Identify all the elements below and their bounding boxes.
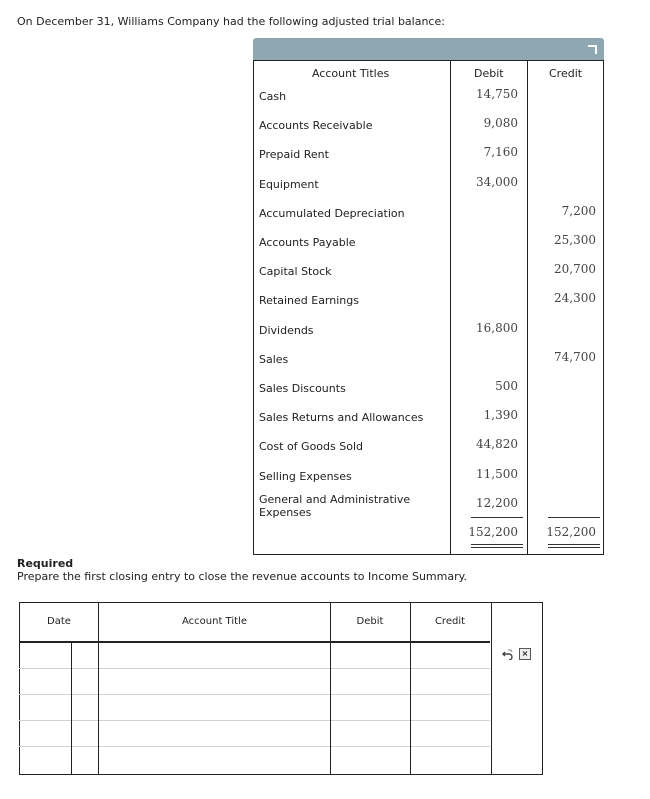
- debit-value: 9,080: [483, 116, 518, 130]
- account-row: Dividends: [259, 324, 314, 337]
- row-divider: [19, 668, 490, 669]
- debit-value: 44,820: [476, 437, 518, 451]
- account-row: Equipment: [259, 178, 319, 191]
- column-divider: [71, 642, 72, 774]
- debit-value: 7,160: [483, 145, 518, 159]
- account-row: Accounts Payable: [259, 236, 356, 249]
- debit-total: 152,200: [468, 525, 518, 539]
- account-row: Sales Discounts: [259, 382, 346, 395]
- required-instructions: Prepare the first closing entry to close the revenue accounts to Income Summary.: [17, 570, 468, 583]
- credit-value: 7,200: [561, 204, 596, 218]
- double-rule: [471, 544, 523, 548]
- undo-icon[interactable]: [502, 648, 514, 660]
- debit-value: 12,200: [476, 496, 518, 510]
- row-divider: [19, 694, 490, 695]
- row-divider: [19, 746, 490, 747]
- account-row: Cost of Goods Sold: [259, 440, 363, 453]
- credit-value: 24,300: [554, 291, 596, 305]
- account-row: Sales: [259, 353, 289, 366]
- account-row: Prepaid Rent: [259, 148, 329, 161]
- column-divider: [527, 61, 528, 554]
- credit-header: Credit: [434, 616, 466, 627]
- journal-action-column: [490, 602, 543, 775]
- trial-balance-header-bar: [253, 38, 604, 60]
- debit-header: Debit: [356, 616, 384, 627]
- column-divider: [450, 61, 451, 554]
- delete-icon[interactable]: ×: [519, 648, 531, 660]
- credit-total: 152,200: [546, 525, 596, 539]
- debit-value: 34,000: [476, 175, 518, 189]
- required-heading: Required: [17, 557, 74, 570]
- account-row: Capital Stock: [259, 265, 332, 278]
- credit-header: Credit: [549, 67, 583, 80]
- column-divider: [98, 602, 99, 774]
- double-rule: [548, 544, 600, 548]
- credit-value: 20,700: [554, 262, 596, 276]
- date-header: Date: [47, 616, 71, 627]
- account-row: Cash: [259, 90, 287, 103]
- account-titles-header: Account Titles: [312, 67, 390, 80]
- header-divider: [19, 642, 490, 643]
- total-rule: [471, 517, 523, 518]
- debit-header: Debit: [474, 67, 504, 80]
- account-row: Retained Earnings: [259, 294, 359, 307]
- row-divider: [19, 720, 490, 721]
- total-rule: [548, 517, 600, 518]
- trial-balance-table: [253, 38, 604, 555]
- corner-icon: [588, 45, 597, 54]
- column-divider: [410, 602, 411, 774]
- credit-value: 25,300: [554, 233, 596, 247]
- debit-value: 14,750: [476, 87, 518, 101]
- trial-balance-body: [253, 60, 604, 555]
- debit-value: 500: [495, 379, 518, 393]
- column-divider: [330, 602, 331, 774]
- account-row: Accounts Receivable: [259, 119, 373, 132]
- journal-grid: [19, 602, 492, 775]
- intro-text: On December 31, Williams Company had the following adjusted trial balance:: [17, 15, 445, 28]
- account-row: Selling Expenses: [259, 470, 352, 483]
- debit-value: 11,500: [476, 467, 518, 481]
- debit-value: 16,800: [476, 321, 518, 335]
- debit-value: 1,390: [483, 408, 518, 422]
- account-row: General and Administrative Expenses: [259, 493, 411, 519]
- credit-value: 74,700: [554, 350, 596, 364]
- row-actions: [502, 648, 531, 660]
- account-title-header: Account Title: [182, 616, 247, 627]
- account-row: Accumulated Depreciation: [259, 207, 405, 220]
- account-row: Sales Returns and Allowances: [259, 411, 424, 424]
